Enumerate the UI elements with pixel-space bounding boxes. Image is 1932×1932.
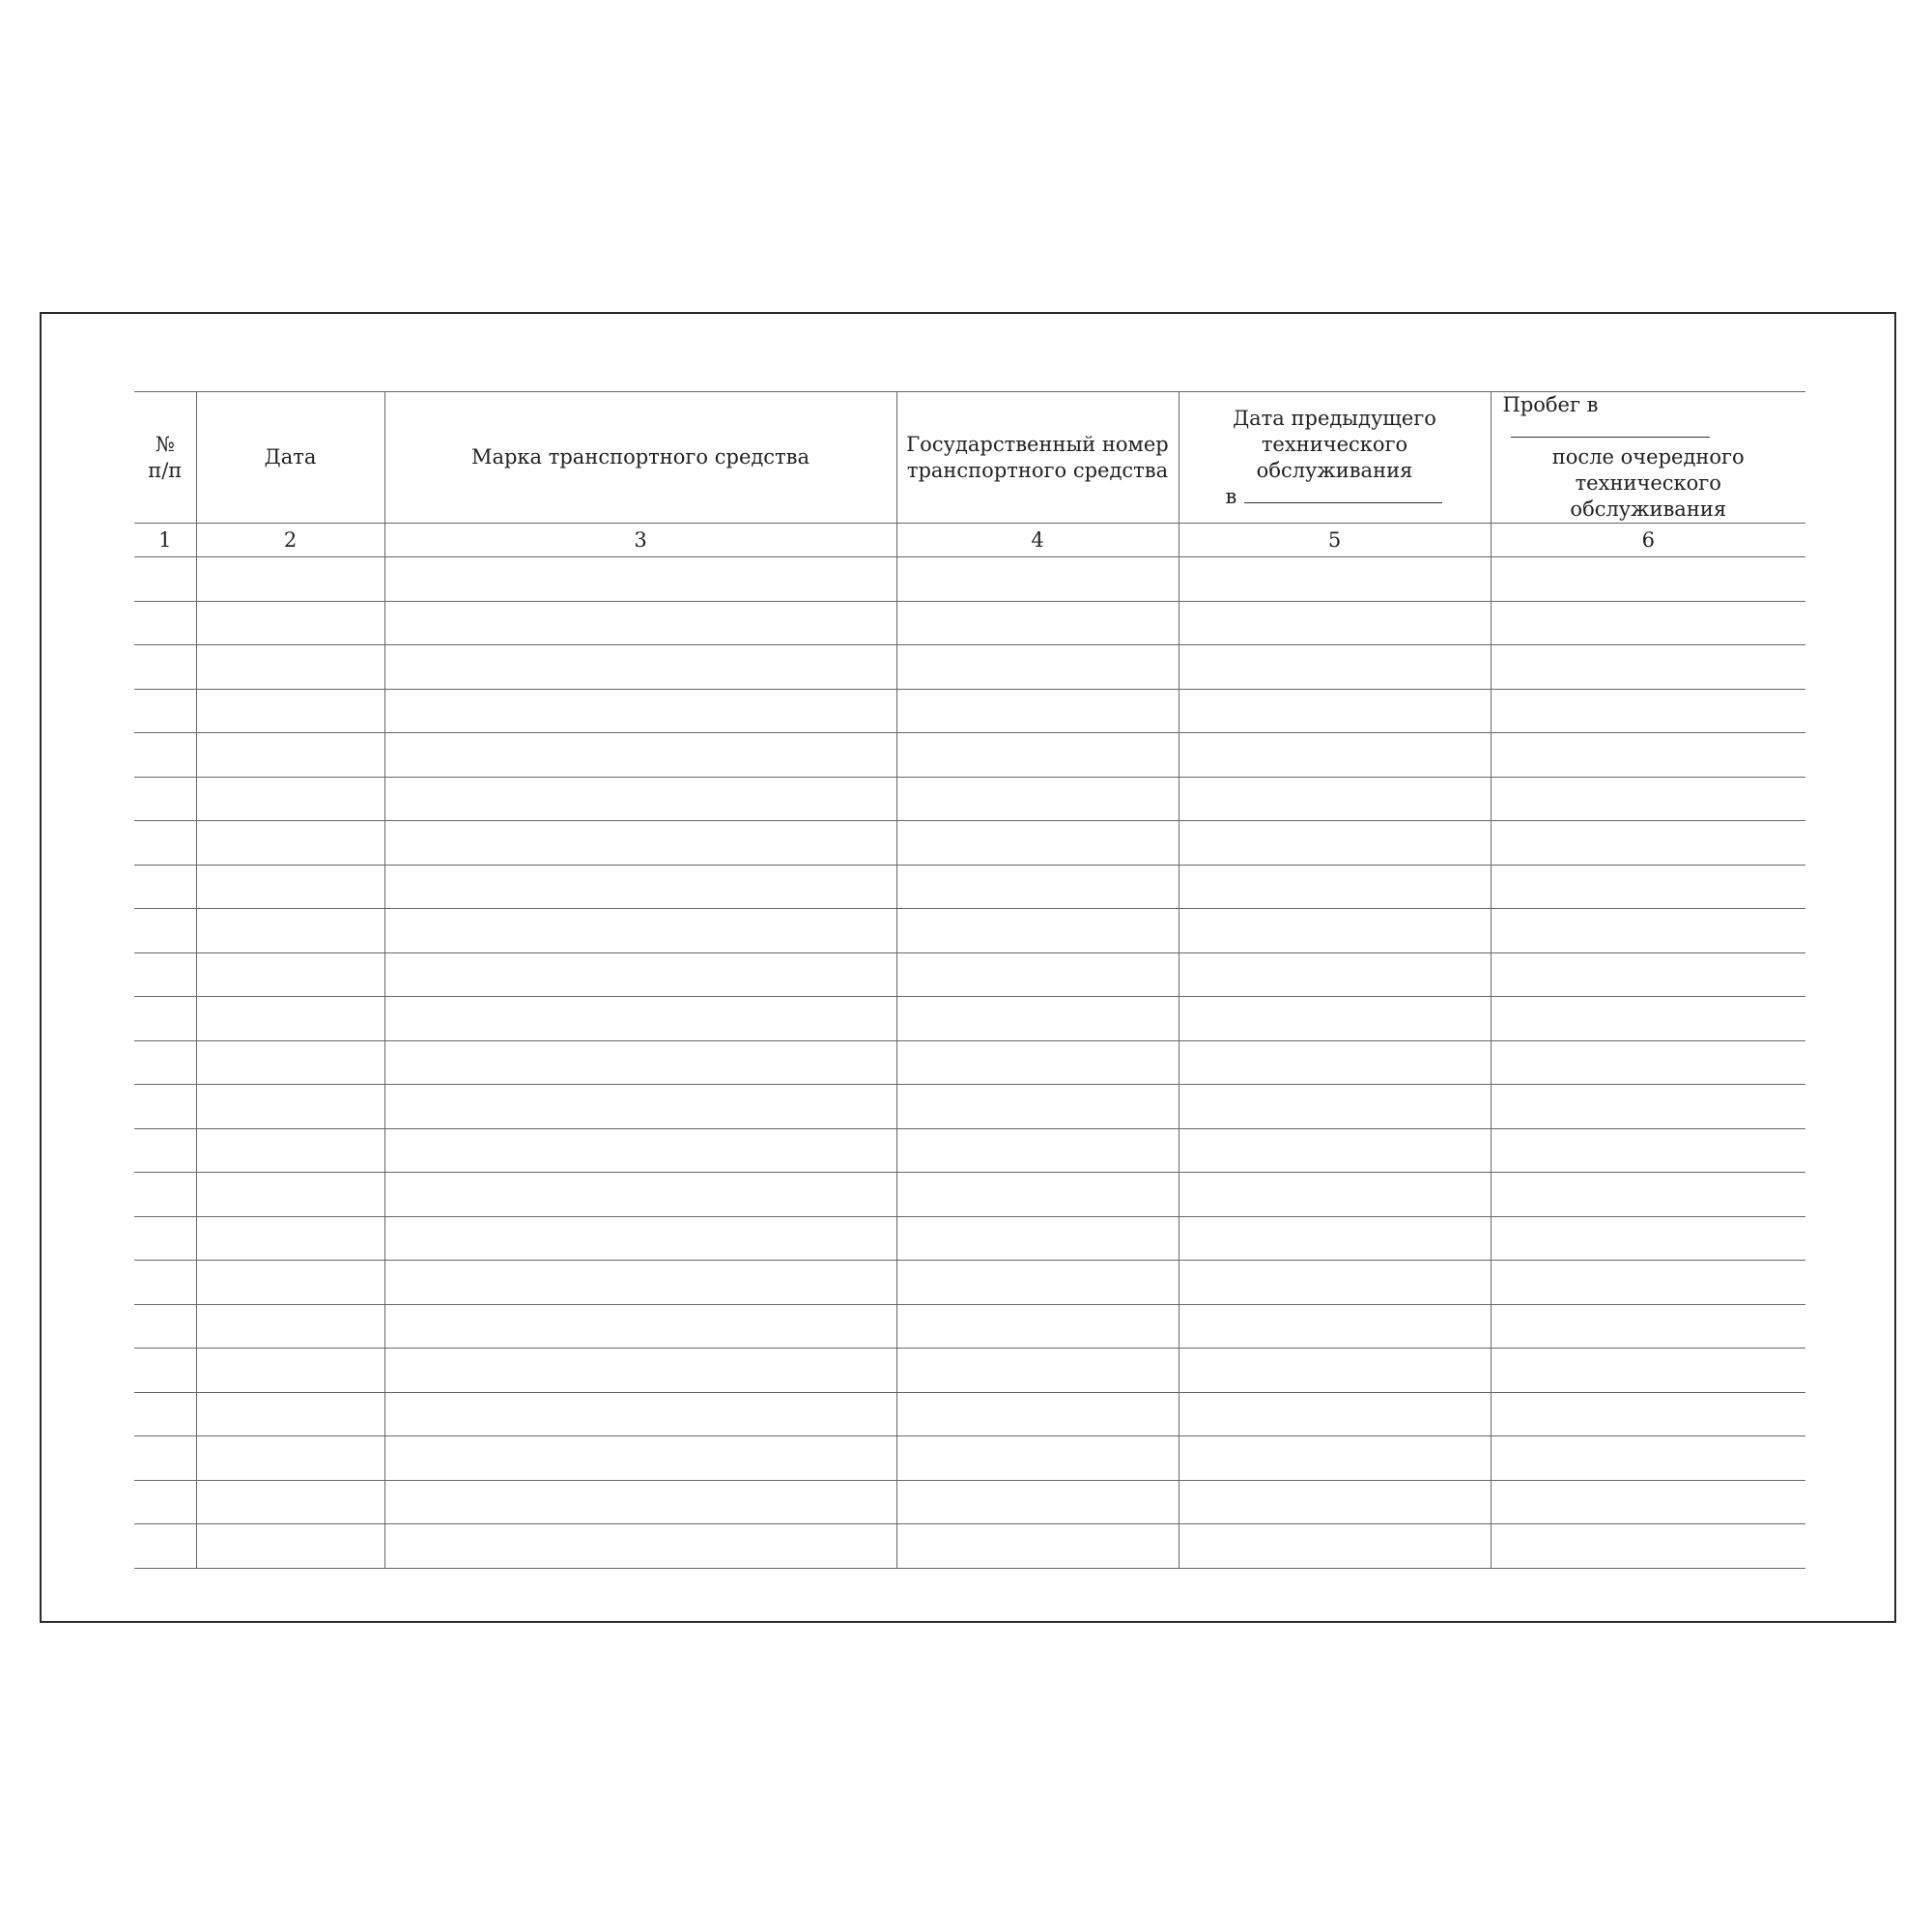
table-cell[interactable] bbox=[896, 557, 1179, 602]
table-row bbox=[134, 1173, 1805, 1217]
table-cell[interactable] bbox=[1491, 777, 1805, 821]
table-cell[interactable] bbox=[1491, 997, 1805, 1041]
table-cell[interactable] bbox=[1491, 952, 1805, 997]
table-cell[interactable] bbox=[896, 909, 1179, 953]
table-cell[interactable] bbox=[384, 1128, 896, 1173]
table-cell[interactable] bbox=[1491, 1216, 1805, 1261]
table-cell[interactable] bbox=[384, 1261, 896, 1305]
table-cell[interactable] bbox=[1491, 601, 1805, 645]
table-cell[interactable] bbox=[384, 557, 896, 602]
table-cell[interactable] bbox=[384, 997, 896, 1041]
table-cell[interactable] bbox=[384, 1085, 896, 1129]
table-cell[interactable] bbox=[134, 865, 196, 909]
column-number: 1 bbox=[134, 524, 196, 557]
table-cell[interactable] bbox=[896, 645, 1179, 690]
table-cell[interactable] bbox=[1179, 1261, 1491, 1305]
table-cell[interactable] bbox=[1179, 689, 1491, 733]
table-cell[interactable] bbox=[1179, 1085, 1491, 1129]
table-cell[interactable] bbox=[196, 1480, 384, 1524]
table-cell[interactable] bbox=[196, 997, 384, 1041]
table-cell[interactable] bbox=[896, 1128, 1179, 1173]
table-cell[interactable] bbox=[384, 821, 896, 866]
table-cell[interactable] bbox=[384, 601, 896, 645]
table-cell[interactable] bbox=[134, 1173, 196, 1217]
table-cell[interactable] bbox=[196, 1040, 384, 1085]
table-cell[interactable] bbox=[896, 1173, 1179, 1217]
table-cell[interactable] bbox=[1491, 1392, 1805, 1436]
table-cell[interactable] bbox=[384, 1304, 896, 1349]
table-cell[interactable] bbox=[1491, 557, 1805, 602]
table-row bbox=[134, 1128, 1805, 1173]
table-cell[interactable] bbox=[1491, 1349, 1805, 1393]
table-cell[interactable] bbox=[1179, 645, 1491, 690]
table-cell[interactable] bbox=[134, 733, 196, 778]
table-cell[interactable] bbox=[134, 1304, 196, 1349]
table-cell[interactable] bbox=[384, 1173, 896, 1217]
table-cell[interactable] bbox=[196, 1392, 384, 1436]
table-cell[interactable] bbox=[134, 689, 196, 733]
table-cell[interactable] bbox=[196, 601, 384, 645]
table-cell[interactable] bbox=[1179, 952, 1491, 997]
column-number: 3 bbox=[384, 524, 896, 557]
table-cell[interactable] bbox=[134, 1524, 196, 1569]
table-cell[interactable] bbox=[134, 1216, 196, 1261]
table-cell[interactable] bbox=[1179, 733, 1491, 778]
table-cell[interactable] bbox=[1179, 777, 1491, 821]
table-cell[interactable] bbox=[1179, 821, 1491, 866]
table-cell[interactable] bbox=[1179, 557, 1491, 602]
table-cell[interactable] bbox=[1491, 733, 1805, 778]
table-cell[interactable] bbox=[1491, 865, 1805, 909]
table-cell[interactable] bbox=[196, 952, 384, 997]
table-cell[interactable] bbox=[896, 1480, 1179, 1524]
column-number: 6 bbox=[1491, 524, 1805, 557]
table-row bbox=[134, 1216, 1805, 1261]
table-cell[interactable] bbox=[134, 1128, 196, 1173]
table-cell[interactable] bbox=[196, 733, 384, 778]
table-cell[interactable] bbox=[896, 1261, 1179, 1305]
table-row bbox=[134, 1085, 1805, 1129]
table-row bbox=[134, 865, 1805, 909]
table-cell[interactable] bbox=[1491, 689, 1805, 733]
table-row bbox=[134, 821, 1805, 866]
table-cell[interactable] bbox=[1491, 1304, 1805, 1349]
table-cell[interactable] bbox=[384, 952, 896, 997]
table-cell[interactable] bbox=[896, 777, 1179, 821]
header-number: № п/п bbox=[134, 392, 196, 524]
table-cell[interactable] bbox=[196, 777, 384, 821]
table-cell[interactable] bbox=[196, 1436, 384, 1481]
table-cell[interactable] bbox=[196, 1085, 384, 1129]
table-cell[interactable] bbox=[1491, 1128, 1805, 1173]
table-cell[interactable] bbox=[196, 1216, 384, 1261]
table-cell[interactable] bbox=[1179, 1216, 1491, 1261]
table-row bbox=[134, 1040, 1805, 1085]
table-cell[interactable] bbox=[384, 1436, 896, 1481]
table-cell[interactable] bbox=[134, 601, 196, 645]
table-cell[interactable] bbox=[384, 645, 896, 690]
table-cell[interactable] bbox=[896, 689, 1179, 733]
table-cell[interactable] bbox=[1179, 1392, 1491, 1436]
table-row bbox=[134, 1392, 1805, 1436]
table-cell[interactable] bbox=[1179, 601, 1491, 645]
table-cell[interactable] bbox=[196, 865, 384, 909]
table-row bbox=[134, 1524, 1805, 1569]
table-cell[interactable] bbox=[134, 645, 196, 690]
table-cell[interactable] bbox=[1491, 821, 1805, 866]
table-cell[interactable] bbox=[1179, 1173, 1491, 1217]
table-cell[interactable] bbox=[134, 997, 196, 1041]
table-cell[interactable] bbox=[896, 1085, 1179, 1129]
table-cell[interactable] bbox=[196, 1173, 384, 1217]
table-cell[interactable] bbox=[1491, 645, 1805, 690]
table-cell[interactable] bbox=[1179, 865, 1491, 909]
table-row bbox=[134, 1304, 1805, 1349]
table-cell[interactable] bbox=[384, 865, 896, 909]
header-mileage-after-service: Пробег в после очередного технического обслуживания bbox=[1491, 392, 1805, 524]
header-row bbox=[134, 392, 1805, 524]
table-cell[interactable] bbox=[196, 557, 384, 602]
table-cell[interactable] bbox=[1179, 1349, 1491, 1393]
table-cell[interactable] bbox=[134, 1436, 196, 1481]
table-cell[interactable] bbox=[384, 1524, 896, 1569]
table-row bbox=[134, 601, 1805, 645]
table-cell[interactable] bbox=[1491, 1261, 1805, 1305]
table-cell[interactable] bbox=[896, 1436, 1179, 1481]
table-cell[interactable] bbox=[1491, 1436, 1805, 1481]
table-cell[interactable] bbox=[134, 1085, 196, 1129]
column-number: 5 bbox=[1179, 524, 1491, 557]
table-cell[interactable] bbox=[384, 1216, 896, 1261]
table-cell[interactable] bbox=[384, 777, 896, 821]
table-row bbox=[134, 1480, 1805, 1524]
table-cell[interactable] bbox=[1179, 1304, 1491, 1349]
table-cell[interactable] bbox=[896, 997, 1179, 1041]
table-cell[interactable] bbox=[134, 1480, 196, 1524]
header-date: Дата bbox=[196, 392, 384, 524]
table-cell[interactable] bbox=[896, 821, 1179, 866]
table-row bbox=[134, 733, 1805, 778]
header-previous-service-date: Дата предыдущего технического обслуживания в bbox=[1179, 392, 1491, 524]
table-cell[interactable] bbox=[1491, 1480, 1805, 1524]
table-cell[interactable] bbox=[196, 645, 384, 690]
table-cell[interactable] bbox=[896, 733, 1179, 778]
table-cell[interactable] bbox=[134, 821, 196, 866]
table-cell[interactable] bbox=[1491, 909, 1805, 953]
table-cell[interactable] bbox=[134, 952, 196, 997]
table-cell[interactable] bbox=[1179, 909, 1491, 953]
table-cell[interactable] bbox=[384, 689, 896, 733]
table-cell[interactable] bbox=[1179, 1480, 1491, 1524]
table-cell[interactable] bbox=[196, 1524, 384, 1569]
table-cell[interactable] bbox=[134, 1040, 196, 1085]
table-cell[interactable] bbox=[384, 909, 896, 953]
table-row bbox=[134, 1261, 1805, 1305]
table-cell[interactable] bbox=[196, 689, 384, 733]
table-cell[interactable] bbox=[1179, 1436, 1491, 1481]
table-cell[interactable] bbox=[1491, 1040, 1805, 1085]
table-cell[interactable] bbox=[1179, 997, 1491, 1041]
table-row bbox=[134, 645, 1805, 690]
fill-in-blank[interactable] bbox=[1244, 485, 1442, 503]
table-cell[interactable] bbox=[384, 1349, 896, 1393]
table-cell[interactable] bbox=[196, 821, 384, 866]
table-row bbox=[134, 1436, 1805, 1481]
table-cell[interactable] bbox=[1491, 1173, 1805, 1217]
table-cell[interactable] bbox=[384, 1392, 896, 1436]
table-cell[interactable] bbox=[384, 1040, 896, 1085]
table-row bbox=[134, 1349, 1805, 1393]
table-cell[interactable] bbox=[196, 1349, 384, 1393]
table-cell[interactable] bbox=[1179, 1524, 1491, 1569]
column-number-row bbox=[134, 524, 1805, 557]
column-number: 2 bbox=[196, 524, 384, 557]
table-cell[interactable] bbox=[1179, 1040, 1491, 1085]
table-cell[interactable] bbox=[196, 1261, 384, 1305]
table-cell[interactable] bbox=[384, 733, 896, 778]
table-cell[interactable] bbox=[134, 1392, 196, 1436]
table-row bbox=[134, 689, 1805, 733]
table-cell[interactable] bbox=[896, 1349, 1179, 1393]
table-cell[interactable] bbox=[1491, 1524, 1805, 1569]
table-cell[interactable] bbox=[896, 1392, 1179, 1436]
table-cell[interactable] bbox=[1179, 1128, 1491, 1173]
table-cell[interactable] bbox=[896, 1524, 1179, 1569]
table-row bbox=[134, 997, 1805, 1041]
table-row bbox=[134, 777, 1805, 821]
table-cell[interactable] bbox=[134, 777, 196, 821]
table-row bbox=[134, 909, 1805, 953]
table-cell[interactable] bbox=[134, 557, 196, 602]
table-cell[interactable] bbox=[134, 1349, 196, 1393]
table-cell[interactable] bbox=[196, 909, 384, 953]
fill-in-blank[interactable] bbox=[1511, 419, 1710, 438]
table-cell[interactable] bbox=[896, 1216, 1179, 1261]
table-cell[interactable] bbox=[896, 952, 1179, 997]
column-number: 4 bbox=[896, 524, 1179, 557]
table-cell[interactable] bbox=[196, 1304, 384, 1349]
table-cell[interactable] bbox=[1491, 1085, 1805, 1129]
table-cell[interactable] bbox=[196, 1128, 384, 1173]
table-cell[interactable] bbox=[896, 1304, 1179, 1349]
table-row bbox=[134, 557, 1805, 602]
table-cell[interactable] bbox=[896, 865, 1179, 909]
table-cell[interactable] bbox=[896, 601, 1179, 645]
header-registration-number: Государственный номер транспортного средства bbox=[896, 392, 1179, 524]
maintenance-log-table bbox=[134, 391, 1805, 1569]
table-cell[interactable] bbox=[384, 1480, 896, 1524]
table-cell[interactable] bbox=[134, 1261, 196, 1305]
table-cell[interactable] bbox=[896, 1040, 1179, 1085]
table-cell[interactable] bbox=[134, 909, 196, 953]
table-row bbox=[134, 952, 1805, 997]
header-vehicle-brand: Марка транспортного средства bbox=[384, 392, 896, 524]
